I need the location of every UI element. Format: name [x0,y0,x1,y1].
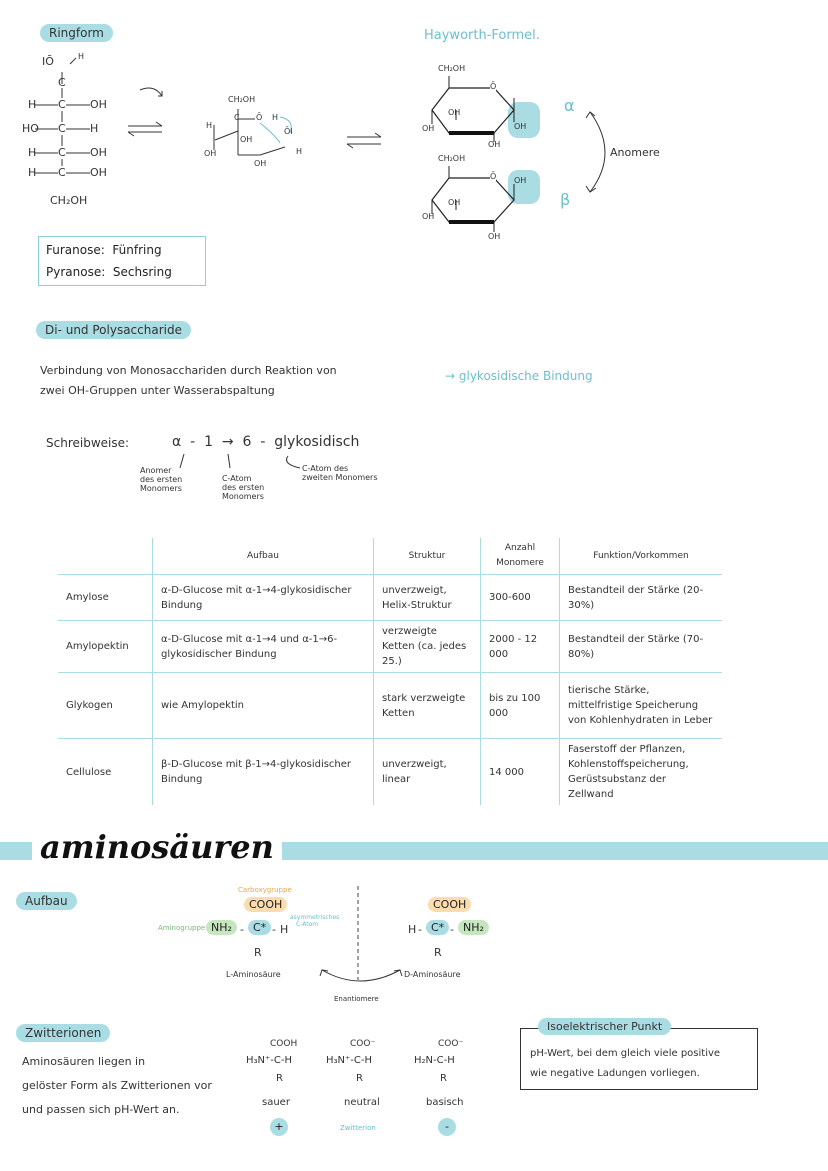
l-dash-right: - [272,923,276,936]
neutral-top: COO⁻ [350,1039,376,1049]
table-header: Struktur [374,538,481,575]
ch2oh-fischer: CH₂OH [50,194,88,207]
zwitter-text-3: und passen sich pH-Wert an. [22,1103,180,1116]
furanose-line [46,239,198,261]
alpha-ch2oh: CH₂OH [438,64,466,73]
table-row [58,673,722,739]
note-catom1-1: C-Atom [222,474,252,483]
sauer-mid: H₃N⁺-C-H [246,1055,293,1066]
beta-oh-4: OH [422,212,435,221]
ho-left-3: HO [22,122,39,135]
table-cell: α-D-Glucose mit α-1→4 und α-1→6-glykosidischer Bindung [153,621,374,673]
alpha-ring [414,58,544,148]
aminosaeuren-title: aminosäuren [32,828,282,866]
d-cooh: COOH [428,897,471,912]
sauer-label: sauer [262,1097,290,1108]
schreibweise-pointers [170,450,310,472]
zwitterion-label: Zwitterion [340,1124,376,1132]
equilibrium-arrows-1 [124,82,194,142]
neutral-label: neutral [344,1097,380,1108]
furanose-value: Fünfring [112,243,162,257]
basisch-top: COO⁻ [438,1039,464,1049]
table-cell: 2000 - 12 000 [481,621,560,673]
h-left-5: H [28,166,37,179]
hemi-h-left: H [206,121,213,130]
equilibrium-arrows-2 [345,132,385,152]
glykosidische-bindung: → glykosidische Bindung [445,369,593,383]
ringform-heading: Ringform [40,24,113,42]
table-header [58,538,153,575]
c5: C [58,166,66,179]
hemi-ol: ŌI [284,127,293,136]
beta-ring-o: Ō [490,172,497,181]
l-dash-left: - [240,923,244,936]
hemi-oh-bottom: OH [254,159,267,168]
asym-line1: asymmetrisches [290,914,340,921]
table-cell: Bestandteil der Stärke (20-30%) [560,575,723,621]
note-anomer [140,466,182,493]
table-cell: unverzweigt, Helix-Struktur [374,575,481,621]
beta-oh-1: OH [514,176,527,185]
hemi-h: H [272,113,279,122]
table-cell: unverzweigt, linear [374,739,481,806]
table-cell: β-D-Glucose mit β-1→4-glykosidischer Bindung [153,739,374,806]
beta-oh-2: OH [488,232,501,241]
isoelectric-text [530,1044,720,1084]
hemi-oh-left: OH [204,149,217,158]
l-cooh: COOH [244,897,287,912]
note-catom-first [222,474,264,501]
note-catom2-2: zweiten Monomers [302,473,378,482]
disaccharide-line2: zwei OH-Gruppen unter Wasserabspaltung [40,384,275,397]
sauer-r: R [276,1073,283,1084]
note-catom1-2: des ersten [222,483,265,492]
positive-charge-badge: + [270,1118,288,1136]
c3: C [58,122,66,135]
zwitter-text-2: gelöster Form als Zwitterionen vor [22,1079,212,1092]
d-name: D-Aminosäure [404,970,461,979]
d-dash-right: - [450,923,454,936]
table-header: Funktion/Vorkommen [560,538,723,575]
aldehyde-h: H [78,52,85,61]
oh-right-4: OH [90,146,107,159]
table-row [58,739,722,806]
h-left-2: H [28,98,37,111]
alpha-oh-2: OH [488,140,501,149]
table-cell: stark verzweigte Ketten [374,673,481,739]
alpha-oh-3: OH [448,108,461,117]
oh-right-2: OH [90,98,107,111]
neutral-r: R [356,1073,363,1084]
hayworth-title: Hayworth-Formel. [424,28,540,43]
l-h: H [280,923,289,936]
beta-ch2oh: CH₂OH [438,154,466,163]
haworth-beta [414,150,544,245]
zwitter-text-1: Aminosäuren liegen in [22,1055,146,1068]
hemi-oh-mid: OH [240,135,253,144]
isoelectric-text-1: pH-Wert, bei dem gleich viele positive [530,1048,721,1059]
oh-right-5: OH [90,166,107,179]
note-catom-second [302,464,378,482]
table-cell: tierische Stärke, mittelfristige Speicherung von Kohlenhydraten in Leber [560,673,723,739]
table-header: Anzahl Monomere [481,538,560,575]
c2: C [58,98,66,111]
alpha-ring-o: Ō [490,82,497,91]
l-name: L-Aminosäure [226,970,281,979]
zwitterionen-text [22,1050,212,1122]
l-r: R [254,946,262,959]
aldehyde-o: IŌ [42,55,54,68]
aminogruppe-label: Aminogruppe [158,924,206,932]
beta-oh-3: OH [448,198,461,207]
note-catom2-1: C-Atom des [302,464,349,473]
enantiomere-label: Enantiomere [334,995,379,1003]
table-cell: 14 000 [481,739,560,806]
asym-line2: C-Atom [296,921,319,928]
beta-label: β [560,190,571,209]
hemiacetal-structure [200,95,310,175]
furanose-pyranose-box [38,236,206,286]
note-catom1-3: Monomers [222,492,264,501]
basisch-r: R [440,1073,447,1084]
anomere-label: Anomere [610,146,660,159]
note-anomer-1: Anomer [140,466,172,475]
d-h: H [408,923,417,936]
hemi-ch2oh: CH₂OH [228,95,256,104]
table-cell: α-D-Glucose mit α-1→4-glykosidischer Bindung [153,575,374,621]
table-cell: wie Amylopektin [153,673,374,739]
alpha-oh-1: OH [514,122,527,131]
beta-ring [414,150,544,245]
basisch-label: basisch [426,1097,464,1108]
furanose-key: Furanose: [46,243,105,257]
neutral-mid: H₃N⁺-C-H [326,1055,373,1066]
table-cell: Amylopektin [66,641,129,652]
table-cell: bis zu 100 000 [481,673,560,739]
table-cell: Amylose [66,592,109,603]
table-header-row [58,538,722,575]
d-c-star: C* [426,920,449,935]
table-cell: verzweigte Ketten (ca. jedes 25.) [374,621,481,673]
table-row [58,621,722,673]
note-anomer-2: des ersten [140,475,183,484]
alpha-oh-4: OH [422,124,435,133]
asymmetric-label [290,914,339,928]
disaccharide-heading: Di- und Polysaccharide [36,321,191,339]
polysaccharide-table [58,538,722,805]
carboxygruppe-label: Carboxygruppe [238,886,292,894]
h-left-4: H [28,146,37,159]
negative-charge-badge: - [438,1118,456,1136]
alpha-label: α [564,96,575,115]
d-nh2: NH₂ [458,920,489,935]
zwitterionen-heading: Zwitterionen [16,1024,110,1042]
table-header: Aufbau [153,538,374,575]
table-cell: Faserstoff der Pflanzen, Kohlenstoffspeicherung, Gerüstsubstanz der Zellwand [560,739,723,806]
hemi-h-right: H [296,147,303,156]
pyranose-line [46,261,198,283]
schreibweise-formula: α - 1 → 6 - glykosidisch [172,434,360,450]
haworth-alpha [414,58,544,148]
table-cell: Glykogen [66,700,113,711]
isoelectric-heading: Isoelektrischer Punkt [538,1018,671,1035]
disaccharide-line1: Verbindung von Monosacchariden durch Reaktion von [40,364,337,377]
h-right-3: H [90,122,99,135]
table-cell: Cellulose [66,766,112,778]
basisch-mid: H₂N-C-H [414,1055,455,1066]
c1: C [58,76,66,89]
pyranose-key: Pyranose: [46,265,106,279]
table-cell: Bestandteil der Stärke (70-80%) [560,621,723,673]
hemi-o: Ō [256,113,263,122]
sauer-top: COOH [270,1039,298,1049]
hemi-c: C [234,113,240,122]
l-c-star: C* [248,920,271,935]
pyranose-value: Sechsring [112,265,172,279]
schreibweise-label: Schreibweise: [46,436,130,450]
c4: C [58,146,66,159]
isoelectric-text-2: wie negative Ladungen vorliegen. [530,1068,700,1079]
enantiomere-arrow [316,966,406,990]
note-anomer-3: Monomers [140,484,182,493]
d-r: R [434,946,442,959]
l-nh2: NH₂ [206,920,237,935]
table-row [58,575,722,621]
table-cell: 300-600 [481,575,560,621]
aufbau-heading: Aufbau [16,892,77,910]
d-dash-left: - [418,923,422,936]
fischer-projection [20,52,120,212]
